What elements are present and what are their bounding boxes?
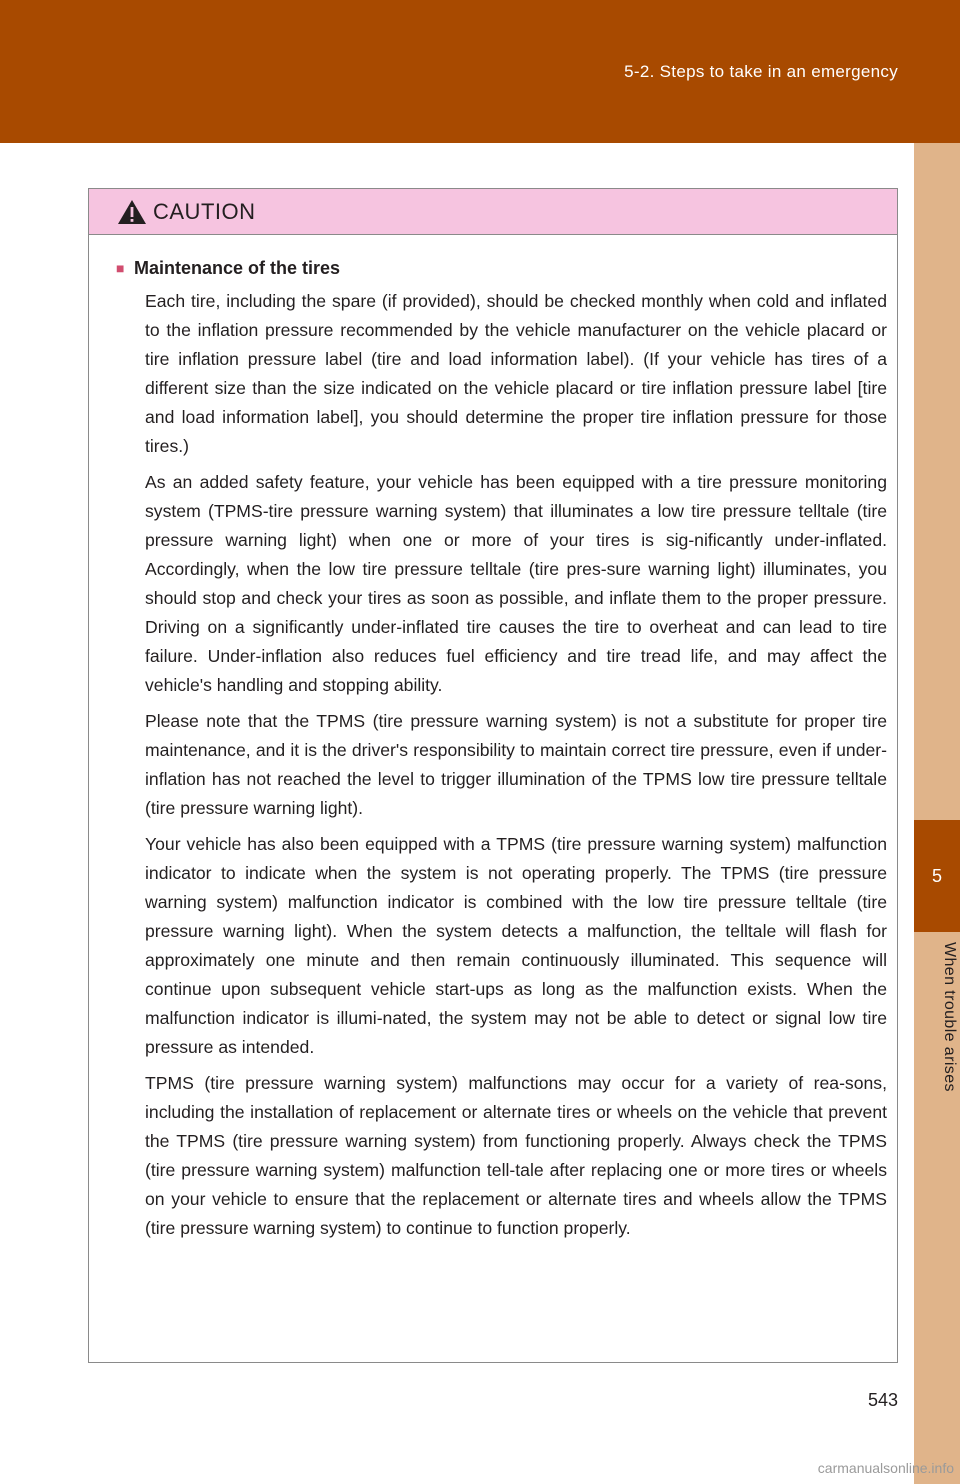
chapter-number: 5 <box>914 820 960 932</box>
caution-label: CAUTION <box>153 198 256 224</box>
page-number: 543 <box>867 1390 898 1410</box>
square-bullet-icon: ■ <box>116 260 125 276</box>
caution-header <box>89 189 897 235</box>
paragraph: Each tire, including the spare (if provided), should be checked monthly when cold and inflated to the inflation pressure recommended by the vehicle manufacturer on the vehicle placard or tire inflation pressure label (tire and load information label). (If your vehicle has tires of a different size than the size indicated on the vehicle placard or tire inflation pressure label [tire and load information label], you should determine the proper tire inflation pressure for those tires.) <box>145 291 887 456</box>
paragraph: Your vehicle has also been equipped with a TPMS (tire pressure warning system) malfunction indicator to indicate when the system is not operating properly. The TPMS (tire pressure warning system) malfunction indicator is combined with the low tire pressure telltale (tire pressure warning light). When the system detects a malfunction, the telltale will flash for approximately one minute and then remain continuously illuminated. This sequence will continue upon subsequent vehicle start-ups as long as the malfunction exists. When the malfunction indicator is illumi-nated, the system may not be able to detect or signal low tire pressure as intended. <box>145 834 887 1057</box>
paragraph: TPMS (tire pressure warning system) malfunctions may occur for a variety of rea-sons, including the installation of replacement or alternate tires or wheels on the vehicle that prevent the TPMS (tire pressure warning system) from functioning properly. Always check the TPMS (tire pressure warning system) malfunction tell-tale after replacing one or more tires or wheels on your vehicle to ensure that the replacement or alternate tires and wheels allow the TPMS (tire pressure warning system) to continue to function properly. <box>145 1073 887 1238</box>
warning-triangle-icon <box>117 199 147 225</box>
side-tab <box>914 143 960 1484</box>
section-title: 5-2. Steps to take in an emergency <box>624 62 898 81</box>
paragraph: As an added safety feature, your vehicle has been equipped with a tire pressure monitoring system (TPMS-tire pressure warning system) that illuminates a low tire pressure telltale (tire pressure warning light) when one or more of your tires is sig-nificantly under-inflated. Accordingly, when the low tire pressure telltale (tire pres-sure warning light) illuminates, you should stop and check your tires as soon as possible, and inflate them to the proper pressure. Driving on a significantly under-inflated tire causes the tire to overheat and can lead to tire failure. Under-inflation also reduces fuel efficiency and tire tread life, and may affect the vehicle's handling and stopping ability. <box>145 472 887 695</box>
item-title <box>116 255 887 281</box>
watermark: carmanualsonline.info <box>817 1460 954 1476</box>
chapter-label: When trouble arises <box>941 942 958 1092</box>
item-title-text: Maintenance of the tires <box>134 258 341 278</box>
paragraph: Please note that the TPMS (tire pressure warning system) is not a substitute for proper tire maintenance, and it is the driver's responsibility to maintain correct tire pressure, even if under-inflation has not reached the level to trigger illumination of the TPMS low tire pressure telltale (tire pressure warning light). <box>145 711 887 818</box>
caution-body <box>89 235 897 1243</box>
caution-box <box>88 188 898 1363</box>
